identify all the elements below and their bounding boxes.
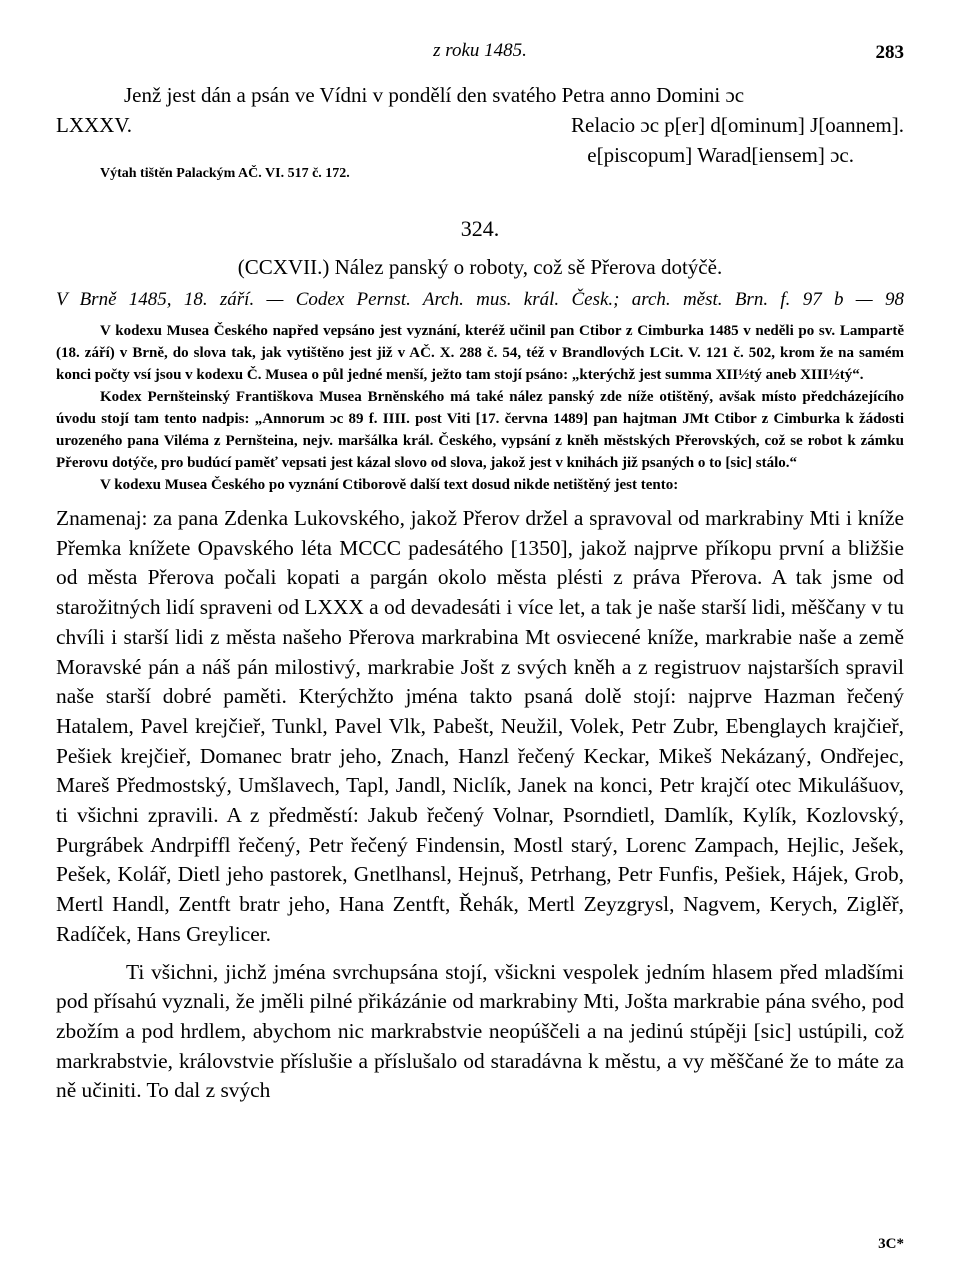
intro-line-1: Jenž jest dán a psán ve Vídni v pondělí den svatého Petra anno Domini ɔc: [124, 83, 745, 107]
intro-line-2: [56, 110, 904, 140]
body-paragraph-2: Ti všichni, jichž jména svrchupsána stojí, všickni vespolek jedním hlasem před mladšími pod přísahú vyznali, že jměli pilné přikázánie od markrabiny Mti, Jošta markrabie pána svého, pod zbožím a pod hrdlem, abychom nic markrabstvie neopúščeli a na jedinú stúpěji [sic] ustúpili, což markrabstvie, královstvie příslušie a příslušalo od staradávna k městu, a vy měščané že to máte za ně učiniti. To dal z svých: [56, 959, 904, 1103]
document-title: (CCXVII.) Nález panský o roboty, což sě Přerova dotýčě.: [237, 255, 723, 279]
running-title: z roku 1485.: [433, 40, 527, 61]
page: [56, 36, 904, 1106]
intro-line-2-left: LXXXV.: [56, 113, 133, 137]
signature-mark: 3C*: [878, 1236, 904, 1252]
note-paragraph-3: V kodexu Musea Českého po vyznání Ctiborově další text dosud nikde netištěný jest tento:: [100, 477, 679, 493]
page-number: 283: [875, 42, 904, 63]
intro-line-3: e[piscopum] Warad[iensem] ɔc.: [587, 143, 854, 167]
note-paragraph-2: Kodex Pernšteinský Františkova Musea Brněnského má také nález panský zde níže otištěný, avšak místo předcházejícího úvodu stojí tam tento nadpis: „Annorum ɔc 89 f. IIII. post Viti [17. června 1489] pan hajtman JMt Ctibor z Cimburka k žádosti urozeného pana Viléma z Pernšteina, nejv. maršálka král. Českého, vypsání z kněh městských Přerovských, což se robot k zámku Přerovu dotýče, pro budúcí paměť vepsati jest kázal slovo od slova, jakož jest v knihách již psaných o to [sic] stálo.“: [56, 389, 904, 471]
excerpt-note: Výtah tištěn Palackým AČ. VI. 517 č. 172.: [100, 166, 350, 181]
body-paragraph-1: Znamenaj: za pana Zdenka Lukovského, jakož Přerov držel a spravoval od markrabiny Mti i kníže Přemka knížete Opavského léta MCCC padesátého [1350], jakož najprve příkopu první a bližšie od města Přerova počali kopati a pargán okolo města plésti z práva Přerova. A tak jsme od starožitných lidí spraveni od LXXX a od devadesáti i více let, a tak je naše starší lidi, měščany v tu chvíli i starší lidi z města našeho Přerova markrabina Mt osviecené kníže, markrabie naše a země Moravské pán a náš pán milostivý, markrabie Jošt z svých kněh a z registruov najstarších spravil naše starší dobré paměti. Kterýchžto jména takto psaná dolě stojí: najprve Hazman řečený Hatalem, Pavel krejčieř, Tunkl, Pavel Vlk, Pabešt, Neužil, Volek, Petr Zubr, Ebenglaych krajčieř, Pešiek krejčieř, Domanec bratr jeho, Znach, Hanzl řečený Keckar, Mikeš Nekázaný, Ondřejec, Mareš Předmostský, Umšlavech, Tapl, Jandl, Niclík, Janek na konci, Petr krajčí otec Mikulášuov, ti všichni zpravili. A z předměstí: Jakub řečený Volnar, Psorndietl, Damlík, Kylík, Kozlovský, Purgrábek Andrpiffl řečený, Petr řečený Findensin, Mostl starý, Lorenc Zampach, Hejlic, Ješek, Pešek, Kolář, Dietl jeho pastorek, Gnetlhansl, Hejnuš, Petrhang, Petr Funfis, Pešiek, Hájek, Grob, Mertl Handl, Zentft bratr jeho, Hana Zentft, Řehák, Mertl Zeyzgrysl, Nagvem, Kerych, Ziglěř, Radíček, Hans Greylicer.: [56, 506, 904, 946]
document-number: 324.: [460, 216, 500, 241]
dateline: V Brně 1485, 18. září. — Codex Pernst. Arch. mus. král. Česk.; arch. měst. Brn. f. 97 b — 98: [56, 289, 904, 310]
note-paragraph-1: V kodexu Musea Českého napřed vepsáno jest vyznání, kteréž učinil pan Ctibor z Cimburka 1485 v neděli po sv. Lampartě (18. září) v Brně, do slova tak, jak vytištěno jest již v AČ. X. 288 č. 54, též v Brandlových LCit. V. 121 č. 502, krom že na samém konci počty vsí jsou v kodexu Č. Musea o půl jedné menší, ježto tam stojí psáno: „kterýchž jest summa XII½tý aneb XIII½tý“.: [56, 323, 904, 383]
running-header: [56, 36, 904, 68]
intro-line-2-right: Relacio ɔc p[er] d[ominum] J[oannem].: [571, 113, 904, 137]
